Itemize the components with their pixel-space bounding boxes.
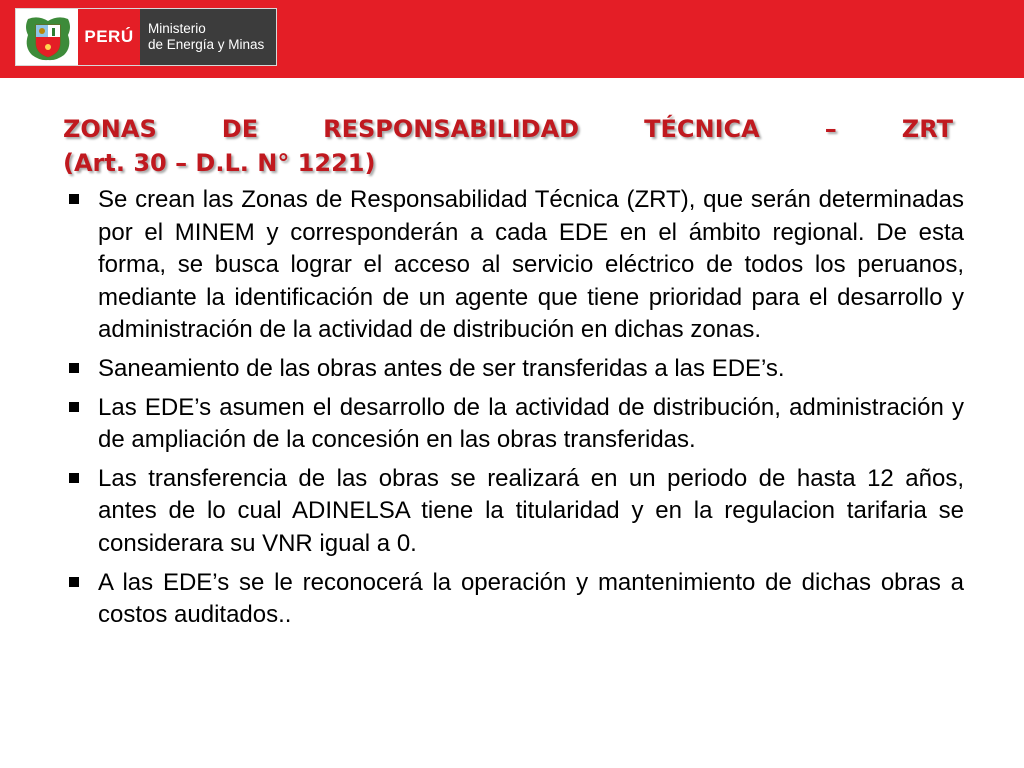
title-word: ZRT xyxy=(901,115,953,143)
ministry-logo xyxy=(15,8,277,66)
bullet-text: A las EDE’s se le reconocerá la operación y mantenimiento de dichas obras a costos auditados.. xyxy=(98,568,964,629)
ministry-name xyxy=(140,9,276,65)
bullet-text: Las transferencia de las obras se realizará en un periodo de hasta 12 años, antes de lo cual ADINELSA tiene la titularidad y en la regulacion tarifaria se considerara su VNR igual a 0. xyxy=(98,464,964,557)
bullet-item xyxy=(66,463,964,561)
bullet-list xyxy=(66,184,964,638)
ministry-line-1: Ministerio xyxy=(148,21,206,36)
title-word: RESPONSABILIDAD xyxy=(323,115,580,143)
title-word: TÉCNICA xyxy=(644,115,760,143)
title-word: ZONAS xyxy=(63,115,157,143)
title-line-2: (Art. 30 – D.L. N° 1221) xyxy=(63,149,376,177)
bullet-item xyxy=(66,392,964,457)
square-bullet-icon xyxy=(69,194,79,204)
coat-of-arms-icon xyxy=(22,13,74,63)
title-line-1 xyxy=(63,112,953,146)
ministry-line-2: de Energía y Minas xyxy=(148,37,265,52)
square-bullet-icon xyxy=(69,473,79,483)
title-word: DE xyxy=(221,115,259,143)
square-bullet-icon xyxy=(69,363,79,373)
square-bullet-icon xyxy=(69,577,79,587)
square-bullet-icon xyxy=(69,402,79,412)
bullet-text: Saneamiento de las obras antes de ser transferidas a las EDE’s. xyxy=(98,354,785,382)
bullet-text: Se crean las Zonas de Responsabilidad Técnica (ZRT), que serán determinadas por el MINEM y corresponderán a cada EDE en el ámbito regional. De esta forma, se busca lograr el acceso al servicio eléctrico de todos los peruanos, mediante la identificación de un agente que tiene prioridad para el desarrollo y administración de la actividad de distribución en dichas zonas. xyxy=(98,186,964,344)
bullet-item xyxy=(66,567,964,632)
header-bar xyxy=(0,0,1024,78)
bullet-item xyxy=(66,353,964,386)
bullet-text: Las EDE’s asumen el desarrollo de la actividad de distribución, administración y de ampliación de la concesión en las obras transferidas. xyxy=(98,393,964,454)
bullet-item xyxy=(66,184,964,347)
country-label: PERÚ xyxy=(78,9,140,65)
slide-title xyxy=(63,112,953,180)
title-word: – xyxy=(824,115,837,143)
